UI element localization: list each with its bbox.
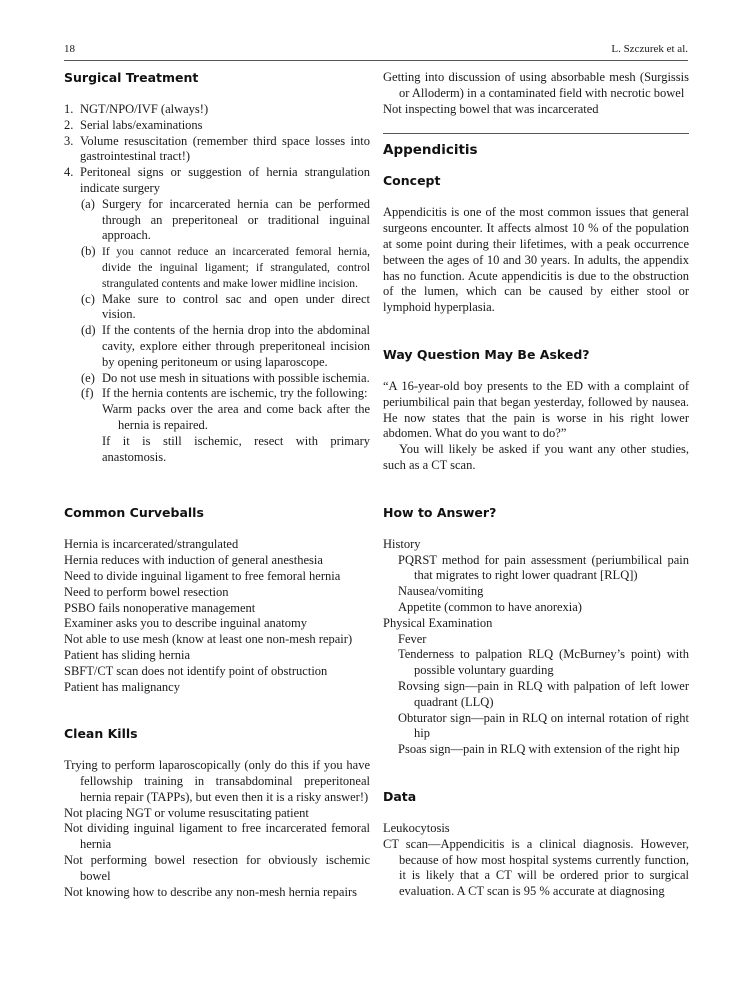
exam-item: Obturator sign—pain in RLQ on internal rotation of right hip — [398, 710, 689, 741]
list-text: Peritoneal signs or suggestion of hernia strangulation indicate surgery — [80, 165, 370, 195]
question-quote: “A 16-year-old boy presents to the ED with a complaint of periumbilical pain that began yesterday, followed by nausea. He now states that the pain is worse in his right lower abdomen. What do you want to do?” — [383, 378, 689, 441]
concept-paragraph: Appendicitis is one of the most common issues that general surgeons encounter. It affects almost 10 % of the population at some point during their lifetimes, with a peak occurrence between the ages of 10 and 30 years. In adults, the appendix has no function. Acute appendicitis is due to the obstruction of the lumen, which can be caused by either stool or lymphoid hyperplasia. — [383, 205, 689, 315]
surgical-treatment-list — [64, 102, 370, 465]
list-item: Not performing bowel resection for obviously ischemic bowel — [64, 853, 370, 883]
sub-list-text: If you cannot reduce an incarcerated femoral hernia, divide the inguinal ligament; if strangulated, control strangulated contents and make lower midline incision. — [102, 245, 370, 290]
running-author: L. Szczurek et al. — [611, 43, 688, 55]
exam-item: Psoas sign—pain in RLQ with extension of the right hip — [398, 742, 680, 757]
clean-kills-list — [64, 758, 370, 900]
list-item: Need to divide inguinal ligament to free femoral hernia — [64, 568, 341, 583]
history-item: Appetite (common to have anorexia) — [398, 599, 582, 614]
sub-list-item — [64, 244, 370, 291]
heading-data: Data — [383, 788, 417, 804]
list-item — [64, 134, 370, 166]
list-item: CT scan—Appendicitis is a clinical diagnosis. However, because of how most hospital systems currently function, it is likely that a CT will be ordered prior to surgical evaluation. A CT scan is 95 % accurate at diagnosing — [383, 836, 689, 899]
sub-list-item — [64, 386, 370, 402]
list-item: Need to perform bowel resection — [64, 584, 229, 599]
list-item — [64, 118, 370, 134]
running-header — [64, 42, 688, 56]
header-rule — [64, 60, 688, 61]
list-item: Not able to use mesh (know at least one non-mesh repair) — [64, 632, 353, 647]
curveballs-list — [64, 537, 370, 695]
heading-way-question: Way Question May Be Asked? — [383, 346, 590, 362]
question-followup: You will likely be asked if you want any other studies, such as a CT scan. — [383, 442, 689, 472]
sub-list-letter: (c) — [81, 291, 95, 306]
sub-list-item — [64, 371, 370, 387]
page-number: 18 — [64, 43, 75, 55]
sub-list-text: If the contents of the hernia drop into the abdominal cavity, explore either through preperitoneal incision by opening peritoneum or using laparoscope. — [102, 323, 370, 369]
heading-clean-kills: Clean Kills — [64, 726, 138, 742]
sub-list-text: Do not use mesh in situations with possible ischemia. — [102, 370, 370, 385]
list-item: Patient has malignancy — [64, 679, 180, 694]
sub-list-item — [64, 292, 370, 324]
exam-item: Fever — [398, 631, 427, 646]
list-item — [64, 102, 370, 118]
exam-item: Rovsing sign—pain in RLQ with palpation of left lower quadrant (LLQ) — [398, 678, 689, 709]
right-column — [383, 70, 689, 900]
list-item: Not inspecting bowel that was incarcerated — [383, 101, 599, 116]
heading-surgical-treatment: Surgical Treatment — [64, 70, 199, 85]
list-number: 4. — [64, 165, 74, 180]
sub-list-text: Make sure to control sac and open under direct vision. — [102, 291, 370, 322]
sub-list-letter: (f) — [81, 386, 94, 401]
history-label: History — [383, 536, 421, 551]
sub-list-item — [64, 323, 370, 370]
list-item: PSBO fails nonoperative management — [64, 600, 256, 615]
list-item: Patient has sliding hernia — [64, 647, 191, 662]
list-item: Hernia is incarcerated/strangulated — [64, 537, 239, 552]
list-text: NGT/NPO/IVF (always!) — [80, 102, 209, 116]
sub-list-letter: (e) — [81, 370, 95, 385]
list-number: 1. — [64, 102, 74, 116]
list-item: Getting into discussion of using absorbable mesh (Surgissis or Alloderm) in a contaminated field with necrotic bowel — [383, 70, 689, 100]
clean-kills-continued — [383, 70, 689, 117]
list-text: Serial labs/examinations — [80, 117, 203, 132]
list-item: Hernia reduces with induction of general anesthesia — [64, 553, 323, 568]
sub-list-item — [64, 197, 370, 244]
list-item: Not dividing inguinal ligament to free incarcerated femoral hernia — [64, 821, 370, 852]
how-to-answer-list — [383, 537, 689, 758]
heading-how-to-answer: How to Answer? — [383, 504, 497, 520]
heading-appendicitis: Appendicitis — [383, 142, 478, 159]
sub-list-text: If the hernia contents are ischemic, try the following: — [102, 386, 368, 401]
left-column — [64, 70, 370, 900]
list-item: SBFT/CT scan does not identify point of obstruction — [64, 663, 328, 678]
list-item — [64, 165, 370, 197]
sub-list-letter: (a) — [81, 196, 95, 211]
list-item: Not placing NGT or volume resuscitating patient — [64, 805, 309, 820]
list-text: Volume resuscitation (remember third space losses into gastrointestinal tract!) — [80, 133, 370, 164]
history-item: PQRST method for pain assessment (periumbilical pain that migrates to right lower quadrant [RLQ]) — [398, 552, 689, 583]
list-number: 2. — [64, 117, 74, 132]
sub-list-letter: (b) — [81, 244, 96, 259]
exam-item: Tenderness to palpation RLQ (McBurney’s point) with possible voluntary guarding — [398, 647, 689, 678]
list-item: Examiner asks you to describe inguinal anatomy — [64, 616, 307, 631]
sub-list-letter: (d) — [81, 323, 96, 338]
list-item: Leukocytosis — [383, 820, 450, 835]
ischemic-step: Warm packs over the area and come back after the hernia is repaired. — [102, 402, 370, 432]
heading-common-curveballs: Common Curveballs — [64, 505, 204, 521]
ischemic-step: If it is still ischemic, resect with primary anastomosis. — [102, 433, 370, 464]
data-list — [383, 821, 689, 900]
exam-label: Physical Examination — [383, 615, 493, 630]
list-number: 3. — [64, 133, 74, 148]
list-item: Trying to perform laparoscopically (only do this if you have fellowship training in transabdominal preperitoneal hernia repair (TAPPs), but even then it is a risky answer!) — [64, 758, 370, 804]
history-item: Nausea/vomiting — [398, 584, 484, 599]
heading-concept: Concept — [383, 173, 441, 189]
list-item: Not knowing how to describe any non-mesh hernia repairs — [64, 884, 357, 899]
sub-list-text: Surgery for incarcerated hernia can be performed through an preperitoneal or traditional inguinal approach. — [102, 196, 370, 243]
